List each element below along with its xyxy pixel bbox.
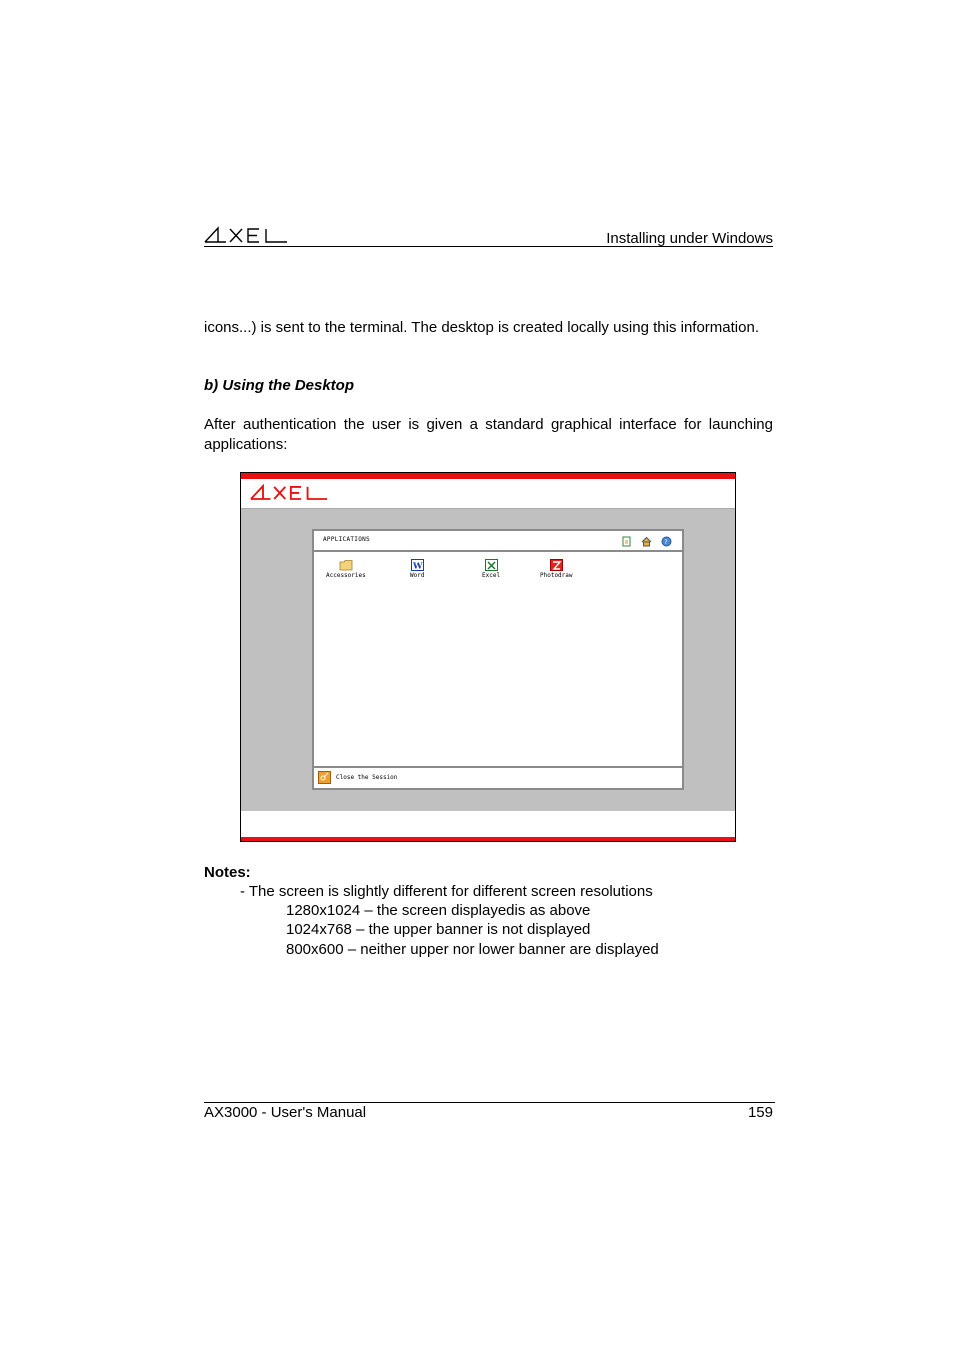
app-label: Word — [410, 572, 425, 579]
notes-heading: Notes: — [204, 864, 251, 881]
manual-title: AX3000 - User's Manual — [204, 1104, 367, 1121]
app-label: Excel — [482, 572, 501, 579]
axel-logo-red — [250, 484, 328, 506]
svg-text:?: ? — [664, 539, 668, 546]
key-icon — [318, 771, 331, 789]
upper-banner — [241, 479, 735, 509]
window-title-bar — [314, 531, 682, 552]
section-title: Installing under Windows — [606, 230, 773, 247]
close-session-bar[interactable] — [314, 766, 682, 788]
app-photodraw[interactable] — [540, 559, 573, 579]
bottom-red-bar — [241, 837, 735, 841]
app-accessories[interactable] — [326, 559, 366, 579]
note-item: 800x600 – neither upper nor lower banner are displayed — [286, 941, 659, 958]
paragraph-desktop: After authentication the user is given a standard graphical interface for launching applications: — [204, 416, 773, 453]
app-label: Photodraw — [540, 572, 573, 579]
notes-intro: - The screen is slightly different for different screen resolutions — [240, 883, 653, 900]
excel-icon — [485, 559, 498, 571]
paragraph-intro: icons...) is sent to the terminal. The desktop is created locally using this information. — [204, 319, 759, 336]
folder-icon — [339, 559, 353, 571]
help-icon[interactable] — [661, 534, 672, 545]
document-icon[interactable] — [621, 534, 632, 545]
page-number: 159 — [747, 1104, 773, 1121]
app-word[interactable] — [410, 559, 424, 579]
desktop-area — [241, 509, 735, 811]
axel-logo — [204, 226, 288, 249]
window-title: APPLICATIONS — [323, 536, 370, 543]
applications-window — [312, 529, 684, 790]
note-item: 1024x768 – the upper banner is not displayed — [286, 921, 591, 938]
photodraw-icon — [550, 559, 563, 571]
app-excel[interactable] — [482, 559, 500, 579]
desktop-screenshot — [240, 472, 736, 842]
home-icon[interactable] — [641, 534, 652, 545]
note-item: 1280x1024 – the screen displayedis as above — [286, 902, 591, 919]
close-session-label[interactable]: Close the Session — [336, 774, 398, 781]
word-icon — [411, 559, 424, 571]
page-footer — [204, 1102, 775, 1121]
svg-text:W: W — [412, 561, 423, 571]
page-header — [204, 224, 773, 247]
subheading: b) Using the Desktop — [204, 377, 355, 394]
lower-banner — [241, 811, 735, 839]
app-label: Accessories — [326, 572, 366, 579]
